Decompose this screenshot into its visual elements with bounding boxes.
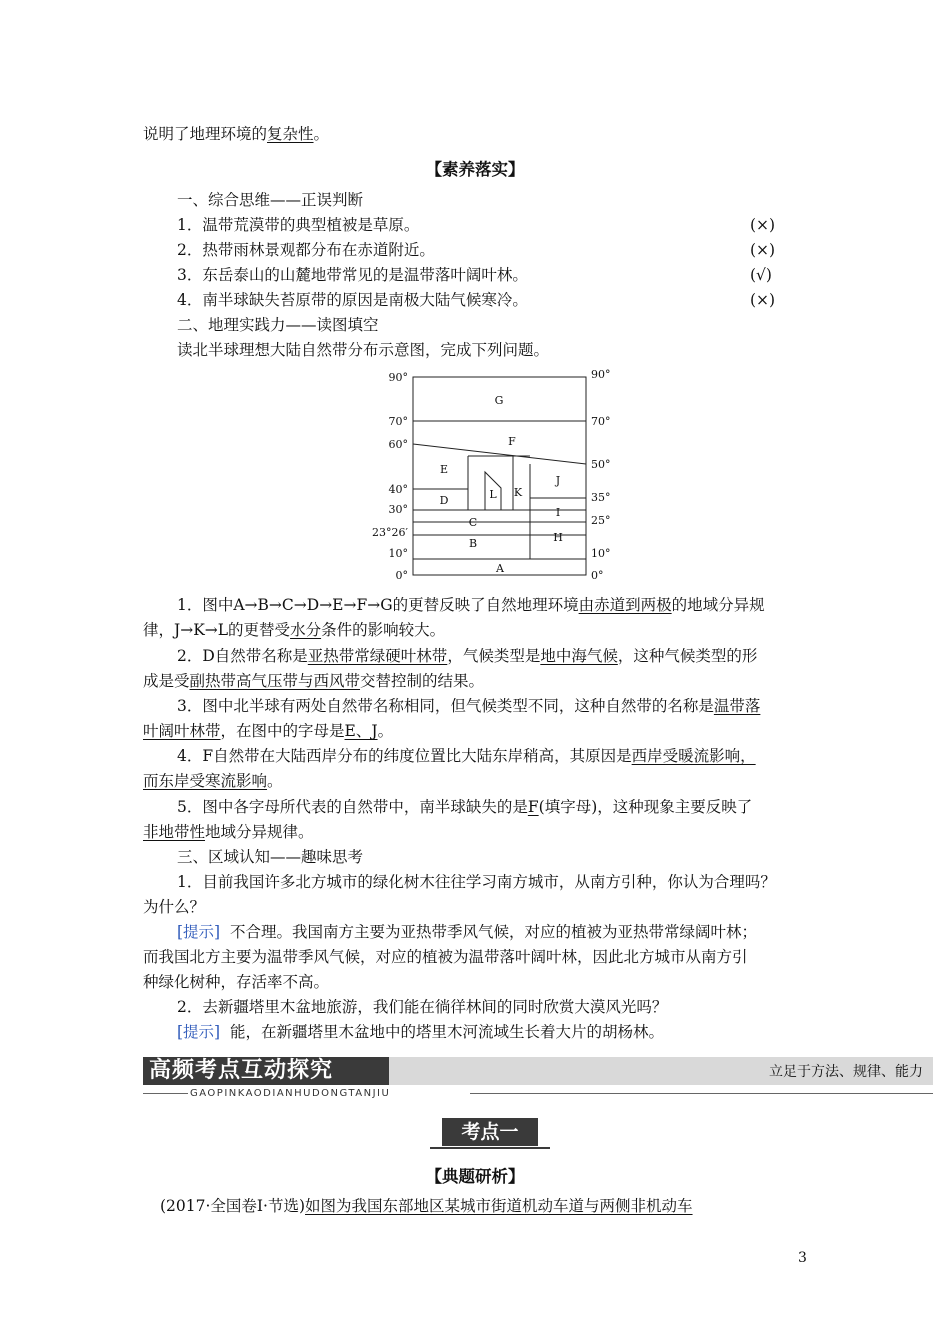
judgement-1: 1．温带荒漠带的典型植被是草原。 [177, 216, 420, 234]
q3-answer-1b: 叶阔叶林带 [143, 722, 221, 740]
q1-text-a: 1．图中A→B→C→D→E→F→G的更替反映了自然地理环境 [177, 596, 579, 614]
q3-text-a: 3．图中北半球有两处自然带名称相同，但气候类型不同，这种自然带的名称是 [177, 697, 714, 715]
intro-text: 说明了地理环境的 [143, 125, 268, 143]
banner-title-part1: 高频考点 [149, 1058, 242, 1083]
t2-answer-text: 能，在新疆塔里木盆地中的塔里木河流域生长着大片的胡杨林。 [229, 1023, 664, 1041]
section-title-suyang: 【素养落实】 [425, 160, 525, 179]
q1-line2 [143, 620, 445, 640]
q1-answer-2: 水分 [290, 621, 322, 639]
q2-answer-2: 地中海气候 [540, 647, 618, 665]
diagram-left-ticks [372, 371, 408, 582]
t1-answer-line1 [177, 922, 757, 942]
q1-text-c: 律，J→K→L的更替受 [143, 621, 291, 639]
tick-left-0: 0° [395, 569, 408, 582]
t1-answer-line2: 而我国北方主要为温带季风气候，对应的植被为温带落叶阔叶林，因此北方城市从南方引 [143, 948, 748, 966]
q2-text-b: ，气候类型是 [447, 647, 541, 665]
zone-B: B [468, 537, 478, 550]
q2-text-e: 交替控制的结果。 [360, 672, 485, 690]
q4-text-a: 4．F自然带在大陆西岸分布的纬度位置比大陆东岸稍高，其原因是 [177, 747, 632, 765]
q5-line1 [177, 797, 752, 817]
q2-text-d: 成是受 [143, 672, 190, 690]
q4-line1 [177, 746, 756, 766]
q3-answer-2: E、J [344, 722, 378, 740]
judgement-2: 2．热带雨林景观都分布在赤道附近。 [177, 241, 435, 259]
q5-answer-2: 非地带性 [143, 823, 206, 841]
pinyin-rule-left [143, 1093, 188, 1094]
tick-left-70: 70° [388, 415, 408, 428]
page-number: 3 [798, 1250, 807, 1266]
q2-answer-3: 副热带高气压带与西风带 [189, 672, 361, 690]
section-banner [143, 1057, 933, 1087]
natural-zone-diagram [360, 364, 630, 586]
q3-line2 [143, 721, 393, 741]
judgement-3-mark: (√) [750, 266, 772, 284]
q1-answer-1: 由赤道到两极 [578, 596, 672, 614]
zone-A: A [496, 562, 504, 575]
q3-line1 [177, 696, 760, 716]
q2-text-c: ，这种气候类型的形 [617, 647, 758, 665]
tick-right-10: 10° [591, 547, 611, 560]
zone-D: D [439, 494, 449, 507]
q3-answer-1a: 温带落 [713, 697, 761, 715]
last-line-source: (2017·全国卷Ⅰ·节选) [160, 1197, 306, 1215]
judgement-3: 3．东岳泰山的山麓地带常见的是温带落叶阔叶林。 [177, 266, 528, 284]
tick-right-25: 25° [591, 514, 611, 527]
q2-answer-1: 亚热带常绿硬叶林带 [307, 647, 448, 665]
q2-line2 [143, 671, 484, 691]
tick-right-70: 70° [591, 415, 611, 428]
q2-line1 [177, 646, 757, 666]
judgement-4-mark: (×) [750, 291, 776, 309]
q5-answer-1: F [527, 798, 539, 816]
diagram-right-ticks [591, 368, 611, 582]
tick-left-30: 30° [388, 503, 408, 516]
tick-left-90: 90° [388, 371, 408, 384]
kaodian-underline [430, 1147, 550, 1149]
zone-L: L [489, 488, 497, 501]
banner-pinyin: GAOPINKAODIANHUDONGTANJIU [190, 1088, 391, 1099]
q3-text-c: 。 [377, 722, 394, 740]
t1-tip-label: [提示] [177, 923, 221, 941]
q4-answer-1a: 西岸受暖流影响， [631, 747, 756, 765]
zone-H: H [553, 531, 563, 544]
tick-left-40: 40° [388, 483, 408, 496]
banner-subtitle: 立足于方法、规律、能力 [769, 1064, 923, 1080]
intro-answer: 复杂性 [267, 125, 314, 143]
zone-C: C [468, 516, 478, 529]
intro-line [143, 124, 329, 144]
tick-left-60: 60° [388, 438, 408, 451]
tick-right-35: 35° [591, 491, 611, 504]
q5-line2 [143, 822, 314, 842]
intro-end: 。 [313, 125, 330, 143]
tick-left-10: 10° [388, 547, 408, 560]
t1-question-line2: 为什么？ [143, 898, 206, 916]
q4-answer-1b: 而东岸受寒流影响 [143, 772, 268, 790]
tick-right-50: 50° [591, 458, 611, 471]
t1-answer-text1: 不合理。我国南方主要为亚热带季风气候，对应的植被为亚热带常绿阔叶林； [229, 923, 757, 941]
q2-text-a: 2．D自然带名称是 [177, 647, 308, 665]
tick-left-2326: 23°26′ [372, 526, 408, 539]
banner-title-part2: 互动探究 [241, 1058, 334, 1083]
zone-J: J [555, 474, 561, 487]
zone-E: E [439, 463, 449, 476]
pinyin-rule-right [470, 1093, 933, 1094]
last-line-text: 如图为我国东部地区某城市街道机动车道与两侧非机动车 [305, 1197, 693, 1215]
banner-title [143, 1057, 389, 1085]
part2-intro: 读北半球理想大陆自然带分布示意图，完成下列问题。 [177, 341, 550, 359]
q1-line1 [177, 595, 765, 615]
zone-F: F [508, 435, 516, 448]
kaodian-badge: 考点一 [442, 1118, 538, 1146]
t2-answer-line [177, 1022, 664, 1042]
part3-heading: 三、区域认知——趣味思考 [177, 848, 364, 866]
q5-text-b: (填字母)，这种现象主要反映了 [538, 798, 753, 816]
tick-right-0: 0° [591, 569, 604, 582]
zone-K: K [513, 486, 523, 499]
section-title-dianti: 【典题研析】 [425, 1167, 525, 1186]
judgement-4: 4．南半球缺失苔原带的原因是南极大陆气候寒冷。 [177, 291, 528, 309]
t1-answer-line3: 种绿化树种，存活率不高。 [143, 973, 330, 991]
q1-text-b: 的地域分异规 [671, 596, 765, 614]
q4-text-b: 。 [267, 772, 283, 790]
judgement-1-mark: (×) [750, 216, 776, 234]
q3-text-b: ，在图中的字母是 [220, 722, 345, 740]
banner-bar [389, 1057, 933, 1085]
zone-I: I [555, 506, 561, 519]
part1-heading: 一、综合思维——正误判断 [177, 191, 364, 209]
last-line [160, 1196, 693, 1216]
tick-right-90: 90° [591, 368, 611, 381]
q5-text-c: 地域分异规律。 [205, 823, 314, 841]
judgement-2-mark: (×) [750, 241, 776, 259]
t2-tip-label: [提示] [177, 1023, 221, 1041]
t2-question: 2．去新疆塔里木盆地旅游，我们能在徜徉林间的同时欣赏大漠风光吗？ [177, 998, 668, 1016]
part2-heading: 二、地理实践力——读图填空 [177, 316, 379, 334]
q1-text-d: 条件的影响较大。 [321, 621, 446, 639]
t1-question-line1: 1．目前我国许多北方城市的绿化树木往往学习南方城市，从南方引种，你认为合理吗？ [177, 873, 776, 891]
zone-G: G [494, 394, 504, 407]
q5-text-a: 5．图中各字母所代表的自然带中，南半球缺失的是 [177, 798, 528, 816]
q4-line2 [143, 771, 283, 791]
